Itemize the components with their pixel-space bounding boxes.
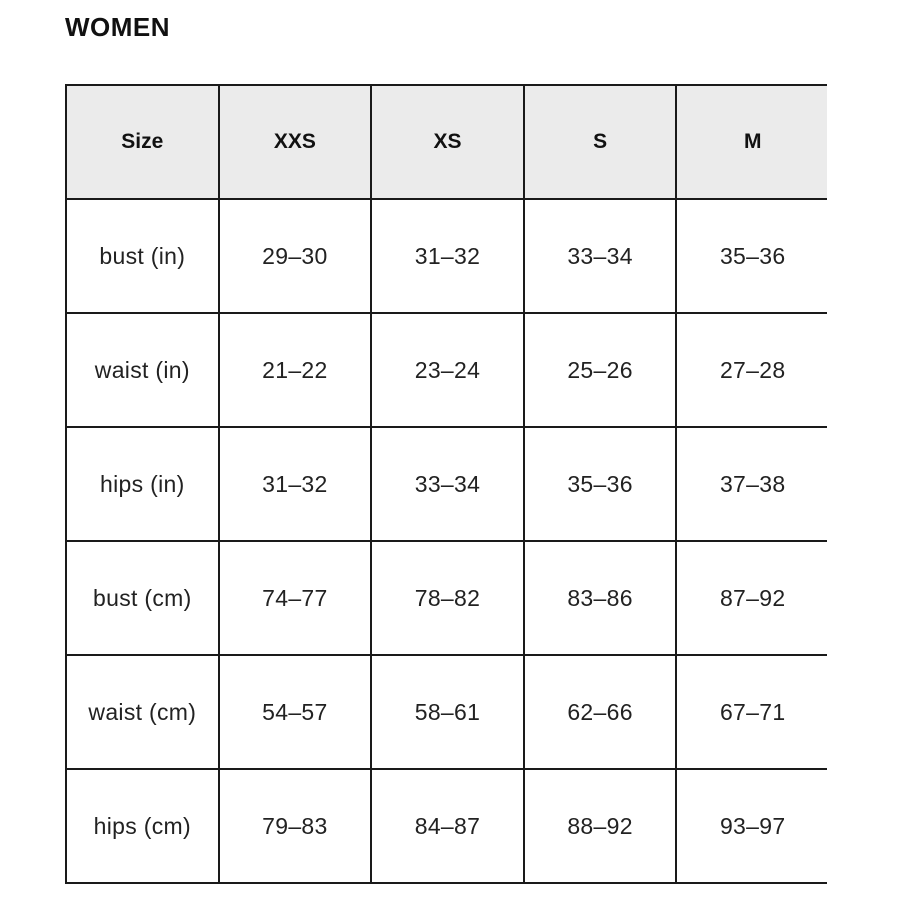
size-table: [65, 84, 827, 884]
row-label: bust (in): [66, 199, 219, 313]
row-label: waist (in): [66, 313, 219, 427]
row-label: bust (cm): [66, 541, 219, 655]
table-cell: 35–36: [524, 427, 677, 541]
header-s: S: [524, 85, 677, 199]
table-cell: 35–36: [676, 199, 827, 313]
table-row: [66, 313, 827, 427]
table-cell: 29–30: [219, 199, 372, 313]
table-cell: 21–22: [219, 313, 372, 427]
header-xxs: XXS: [219, 85, 372, 199]
table-cell: 79–83: [219, 769, 372, 883]
table-cell: 31–32: [219, 427, 372, 541]
table-cell: 58–61: [371, 655, 524, 769]
table-cell: 27–28: [676, 313, 827, 427]
size-chart: [65, 84, 827, 897]
table-cell: 37–38: [676, 427, 827, 541]
table-cell: 84–87: [371, 769, 524, 883]
table-cell: 33–34: [524, 199, 677, 313]
table-row: [66, 199, 827, 313]
table-header-row: [66, 85, 827, 199]
table-row: [66, 541, 827, 655]
table-row: [66, 769, 827, 883]
table-cell: 25–26: [524, 313, 677, 427]
header-size: Size: [66, 85, 219, 199]
page-title: WOMEN: [65, 12, 171, 42]
header-xs: XS: [371, 85, 524, 199]
table-cell: 54–57: [219, 655, 372, 769]
header-m: M: [676, 85, 827, 199]
table-cell: 33–34: [371, 427, 524, 541]
row-label: hips (in): [66, 427, 219, 541]
table-cell: 87–92: [676, 541, 827, 655]
table-cell: 74–77: [219, 541, 372, 655]
table-cell: 67–71: [676, 655, 827, 769]
table-row: [66, 655, 827, 769]
table-cell: 93–97: [676, 769, 827, 883]
table-cell: 31–32: [371, 199, 524, 313]
table-cell: 88–92: [524, 769, 677, 883]
table-cell: 83–86: [524, 541, 677, 655]
table-cell: 62–66: [524, 655, 677, 769]
row-label: hips (cm): [66, 769, 219, 883]
row-label: waist (cm): [66, 655, 219, 769]
table-row: [66, 427, 827, 541]
table-cell: 23–24: [371, 313, 524, 427]
table-cell: 78–82: [371, 541, 524, 655]
